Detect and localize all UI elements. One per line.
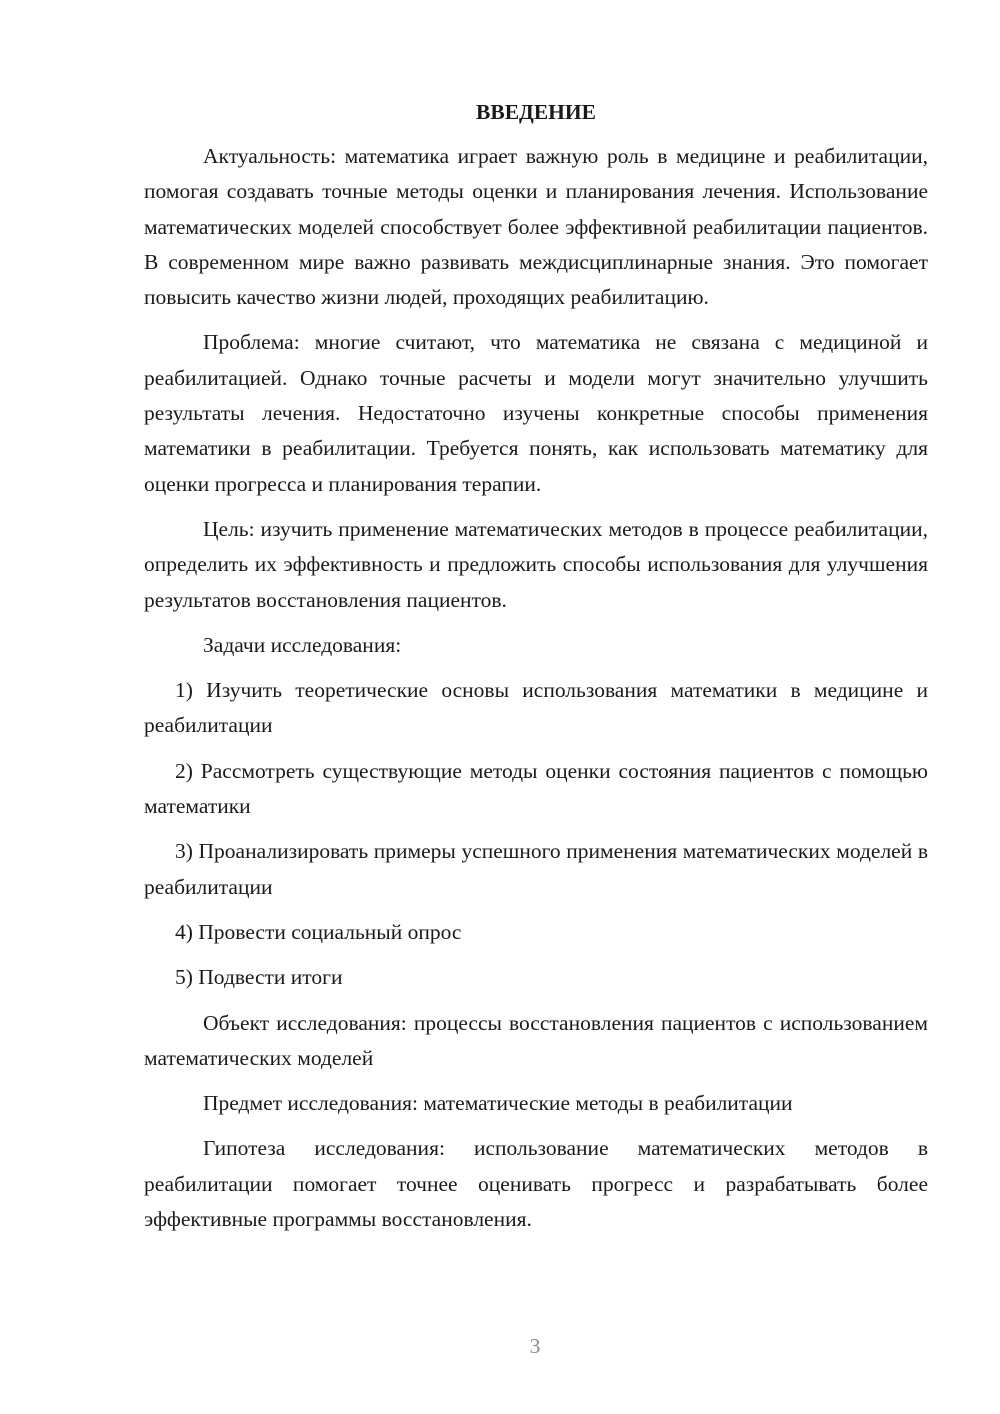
page-number: 3 [529,1334,541,1358]
section-title: ВВЕДЕНИЕ [476,100,596,124]
paragraph-hypothesis: Гипотеза исследования: использование математических методов в реабилитации помогает точнее оценивать прогресс и разрабатывать более эффективные программы восстановления. [144,1136,928,1232]
paragraph-object: Объект исследования: процессы восстановления пациентов с использованием математических моделей [144,1010,928,1070]
paragraph-goal: Цель: изучить применение математических методов в процессе реабилитации, определить их эффективность и предложить способы использования для улучшения результатов восстановления пациентов. [144,516,928,612]
paragraph-problem: Проблема: многие считают, что математика не связана с медициной и реабилитацией. Однако точные расчеты и модели могут значительно улучшить результаты лечения. Недостаточно изучены конкретные способы применения математики в реабилитации. Требуется понять, как использовать математику для оценки прогресса и планирования терапии. [144,330,928,496]
task-item-3: 3) Проанализировать примеры успешного применения математических моделей в реабилитации [144,839,928,899]
page-content [144,96,928,1247]
task-item-4: 4) Провести социальный опрос [175,919,462,944]
paragraph-subject: Предмет исследования: математические методы в реабилитации [203,1091,793,1116]
task-item-1: 1) Изучить теоретические основы использования математики в медицине и реабилитации [144,678,928,738]
task-item-5: 5) Подвести итоги [175,965,343,990]
paragraph-relevance: Актуальность: математика играет важную роль в медицине и реабилитации, помогая создавать точные методы оценки и планирования лечения. Использование математических моделей способствует более эффективной реабилитации пациентов. В современном мире важно развивать междисциплинарные знания. Это помогает повысить качество жизни людей, проходящих реабилитацию. [144,144,928,310]
tasks-heading: Задачи исследования: [203,632,402,657]
task-item-2: 2) Рассмотреть существующие методы оценки состояния пациентов с помощью математики [144,758,928,819]
